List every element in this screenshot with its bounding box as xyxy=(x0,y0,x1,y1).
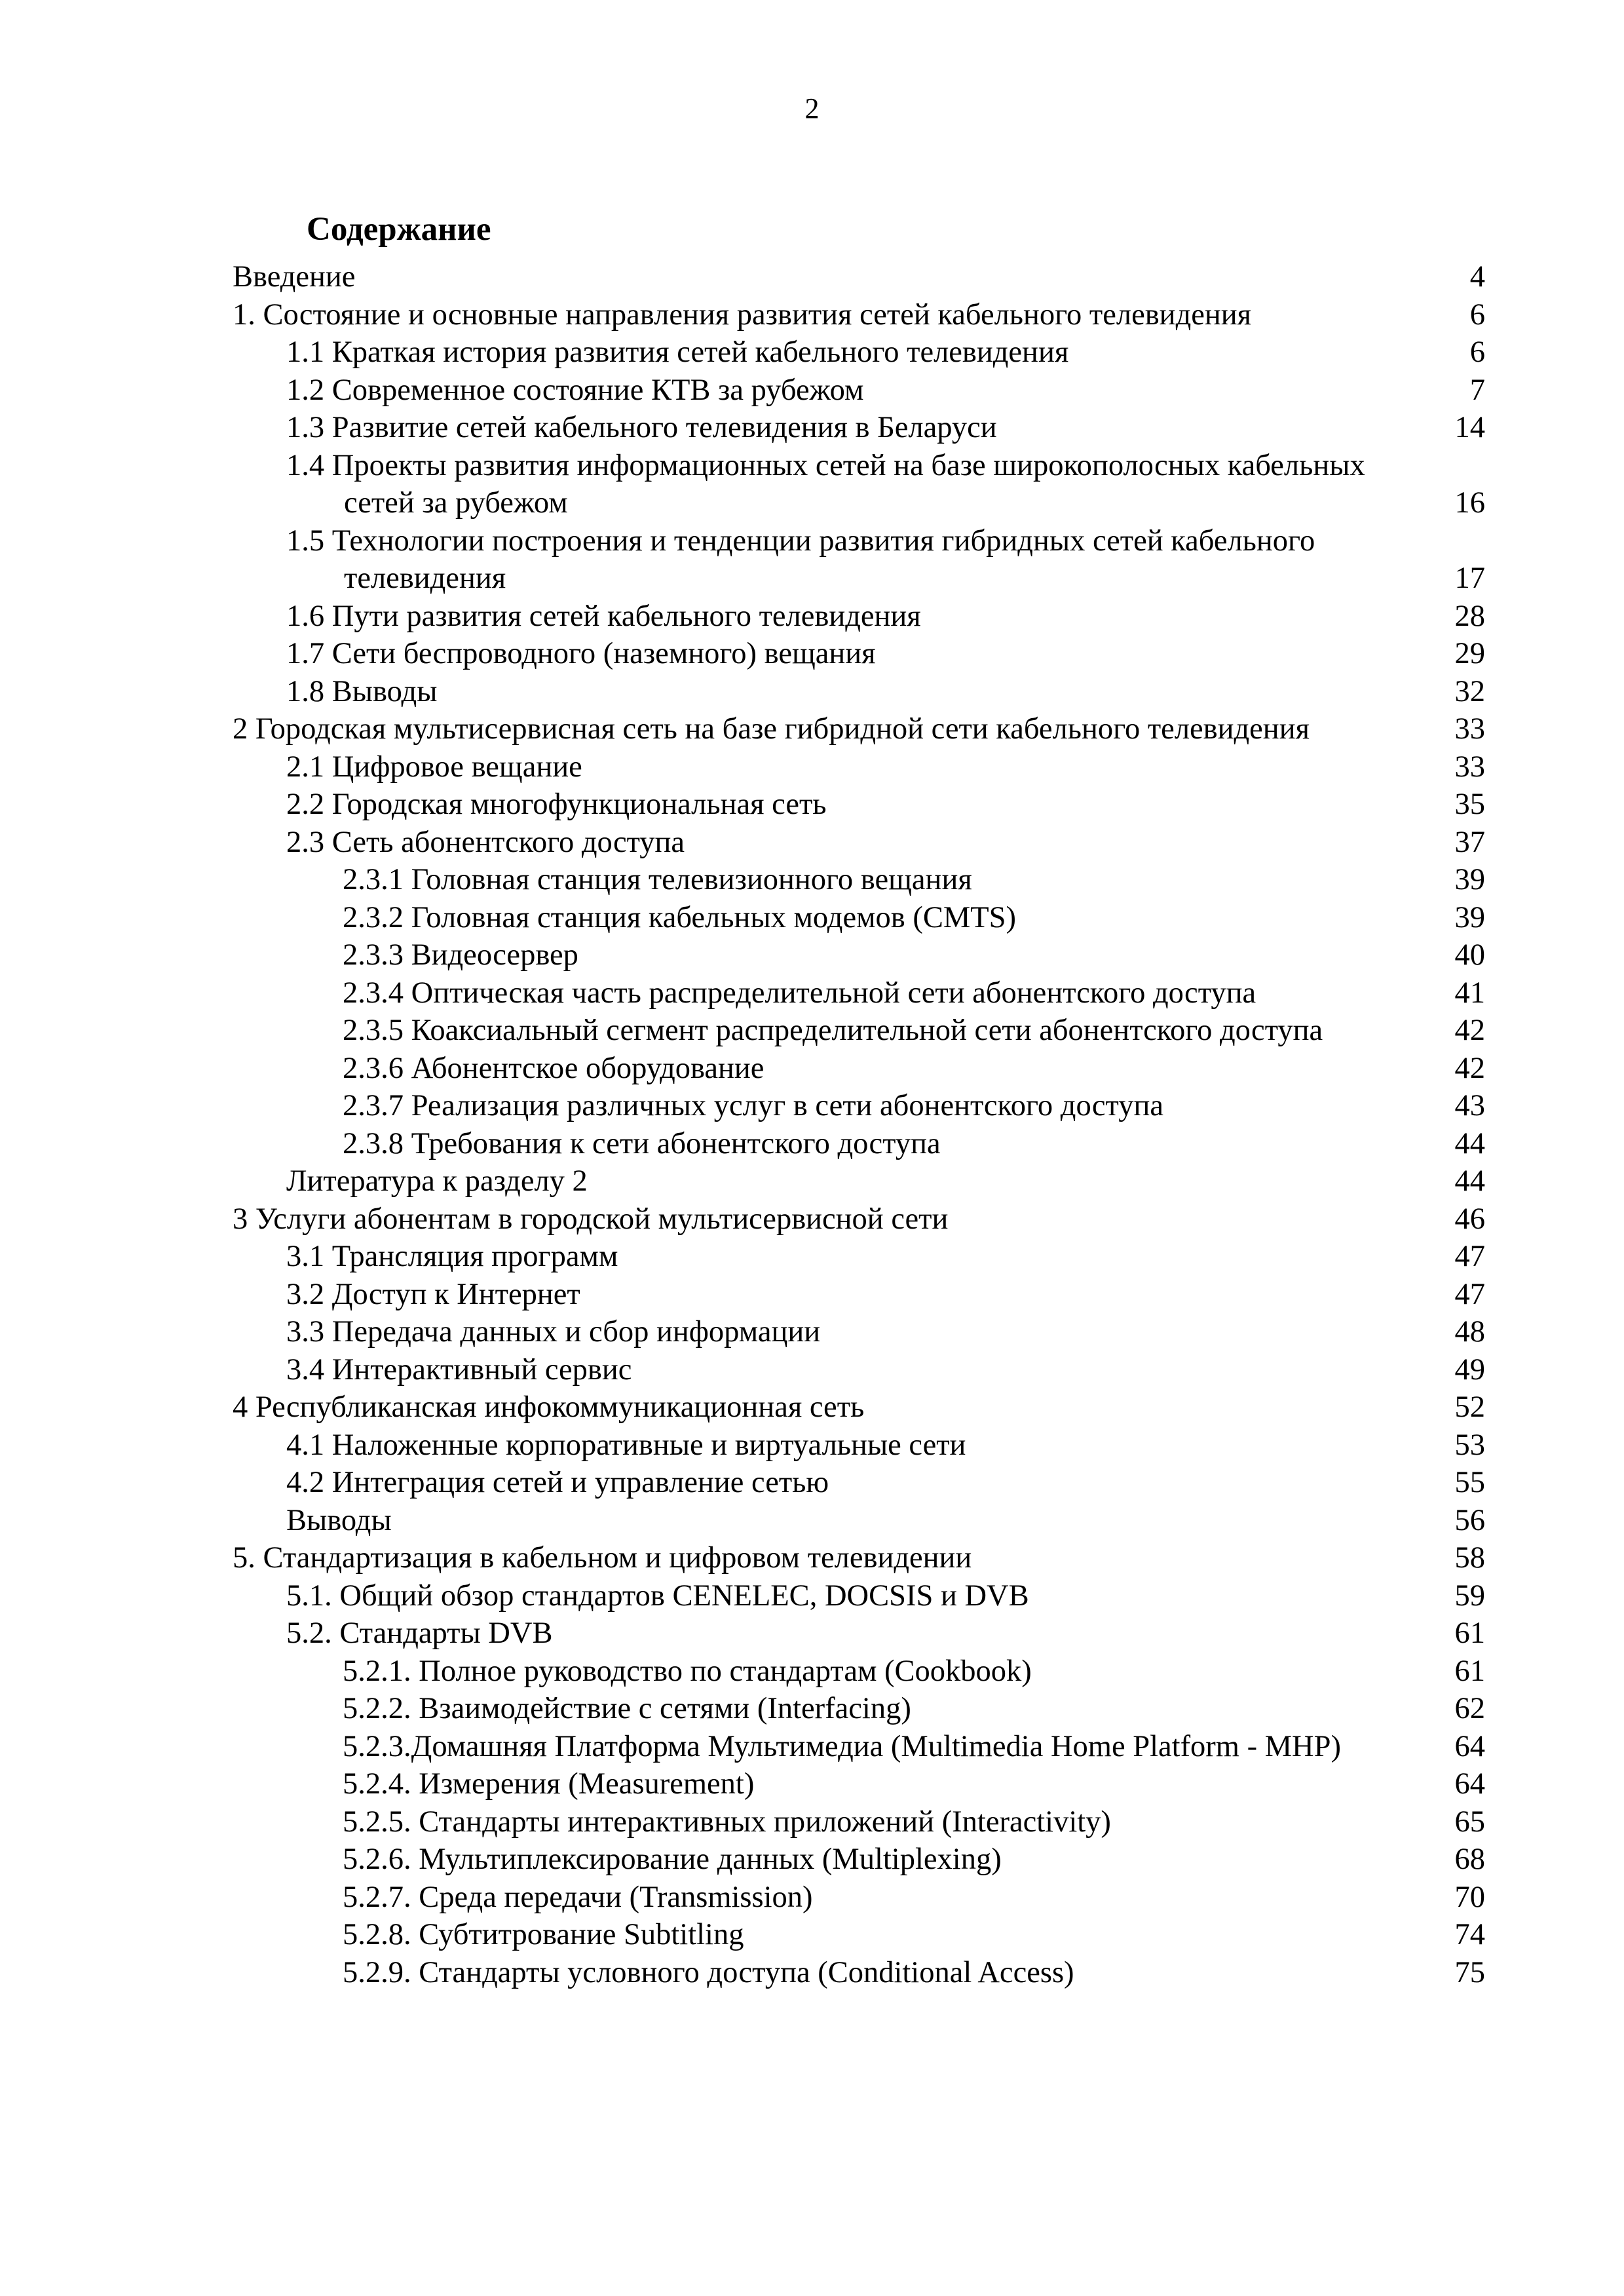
toc-entry-title: 2.3.4 Оптическая часть распределительной сети абонентского доступа xyxy=(343,976,1256,1010)
toc-entry-title: 2.3.3 Видеосервер xyxy=(343,938,578,972)
toc-entry-page: 65 xyxy=(1454,1805,1485,1839)
toc-entry xyxy=(233,974,1485,1012)
toc-entry-page: 53 xyxy=(1454,1428,1485,1462)
toc-entry-page: 47 xyxy=(1454,1277,1485,1311)
toc-entry xyxy=(233,296,1485,334)
toc-entry-title: 5.2.3.Домашняя Платформа Мультимедиа (Multimedia Home Platform - MHP) xyxy=(343,1729,1341,1763)
toc-entry xyxy=(233,635,1485,673)
toc-entry-page: 64 xyxy=(1454,1767,1485,1801)
toc-entry xyxy=(233,1502,1485,1540)
toc-entry-page: 14 xyxy=(1454,411,1485,444)
toc-entry-page: 56 xyxy=(1454,1503,1485,1537)
toc-entry xyxy=(233,1879,1485,1917)
toc-entry-page: 42 xyxy=(1454,1051,1485,1085)
toc-entry-title: 5.1. Общий обзор стандартов CENELEC, DOCSIS и DVB xyxy=(286,1578,1029,1613)
toc-entry-title: 3.2 Доступ к Интернет xyxy=(286,1277,580,1311)
toc-entry-title: 2.3.5 Коаксиальный сегмент распределительной сети абонентского доступа xyxy=(343,1014,1323,1047)
toc-entry xyxy=(233,1426,1485,1464)
toc-entry-title: 1.4 Проекты развития информационных сетей на базе широкополосных кабельных сетей за рубежом xyxy=(286,448,1365,520)
toc-entry-page: 47 xyxy=(1454,1240,1485,1273)
toc-entry-page: 62 xyxy=(1454,1692,1485,1725)
toc-entry xyxy=(233,673,1485,711)
toc-entry-page: 61 xyxy=(1454,1654,1485,1688)
toc-entry-page: 39 xyxy=(1454,863,1485,896)
toc-entry xyxy=(233,1351,1485,1389)
toc-entry xyxy=(233,258,1485,296)
toc-entry-page: 4 xyxy=(1469,260,1485,294)
toc-entry-title: 1.8 Выводы xyxy=(286,674,438,708)
toc-entry xyxy=(233,1577,1485,1615)
toc-entry xyxy=(233,1765,1485,1803)
toc-entry-page: 55 xyxy=(1454,1466,1485,1499)
toc-entry-title: 1.7 Сети беспроводного (наземного) вещания xyxy=(286,637,876,670)
toc-entry-page: 39 xyxy=(1454,900,1485,934)
toc-entry-title: 4.2 Интеграция сетей и управление сетью xyxy=(286,1466,829,1499)
toc-entry-title: 5.2.5. Стандарты интерактивных приложений (Interactivity) xyxy=(343,1805,1111,1839)
toc-entry-title: 2 Городская мультисервисная сеть на базе гибридной сети кабельного телевидения xyxy=(233,712,1310,746)
toc-entry-page: 33 xyxy=(1454,750,1485,784)
toc-entry-title: 2.3.2 Головная станция кабельных модемов (CMTS) xyxy=(343,900,1016,934)
toc-entry-title: 5.2.1. Полное руководство по стандартам (Cookbook) xyxy=(343,1654,1032,1688)
toc-entry-page: 41 xyxy=(1454,976,1485,1010)
toc-entry-title: 1. Состояние и основные направления развития сетей кабельного телевидения xyxy=(233,297,1252,332)
toc-entry-title: Выводы xyxy=(286,1503,392,1537)
toc-entry xyxy=(233,334,1485,372)
toc-entry-title: 2.2 Городская многофункциональная сеть xyxy=(286,788,827,821)
toc-entry xyxy=(233,1276,1485,1314)
toc-entry-title: 5.2.6. Мультиплексирование данных (Multiplexing) xyxy=(343,1843,1002,1876)
toc-entry xyxy=(233,1313,1485,1351)
toc-entry xyxy=(233,1615,1485,1653)
toc-entry-title: 2.3 Сеть абонентского доступа xyxy=(286,825,685,859)
toc-entry-page: 42 xyxy=(1454,1014,1485,1047)
toc-entry-title: 3.3 Передача данных и сбор информации xyxy=(286,1315,821,1349)
toc-entry xyxy=(233,447,1485,522)
toc-entry-page: 70 xyxy=(1454,1880,1485,1914)
toc-entry-title: 4 Республиканская инфокоммуникационная сеть xyxy=(233,1390,865,1424)
toc-entry xyxy=(233,710,1485,748)
toc-entry xyxy=(233,936,1485,974)
toc-entry-title: 5.2.7. Среда передачи (Transmission) xyxy=(343,1880,813,1914)
toc-entry xyxy=(233,899,1485,937)
toc-entry-page: 6 xyxy=(1469,297,1485,332)
toc-entry xyxy=(233,1200,1485,1238)
toc-entry-title: 1.1 Краткая история развития сетей кабельного телевидения xyxy=(286,335,1069,369)
toc-entry-page: 43 xyxy=(1454,1089,1485,1122)
toc-entry-page: 40 xyxy=(1454,938,1485,972)
toc-entry-title: 1.3 Развитие сетей кабельного телевидения в Беларуси xyxy=(286,411,997,444)
toc-entry-title: 5. Стандартизация в кабельном и цифровом телевидении xyxy=(233,1541,972,1575)
toc-entry-page: 6 xyxy=(1469,335,1485,369)
toc-entry-title: 4.1 Наложенные корпоративные и виртуальные сети xyxy=(286,1428,966,1462)
toc-entry-title: Введение xyxy=(233,260,356,294)
toc-entry xyxy=(233,748,1485,786)
toc-entry-title: 5.2.4. Измерения (Measurement) xyxy=(343,1767,755,1801)
toc-entry-page: 59 xyxy=(1454,1578,1485,1613)
toc-entry-title: 1.5 Технологии построения и тенденции развития гибридных сетей кабельного телевидения xyxy=(286,524,1315,595)
toc-title: Содержание xyxy=(307,211,491,248)
toc-entry-title: 1.6 Пути развития сетей кабельного телевидения xyxy=(286,599,921,633)
toc-entry xyxy=(233,1162,1485,1200)
page-number: 2 xyxy=(804,92,820,124)
toc-entry xyxy=(233,1238,1485,1276)
toc-entry-page: 17 xyxy=(1454,562,1485,595)
toc-entry xyxy=(233,1125,1485,1163)
toc-entry-title: 5.2.2. Взаимодействие с сетями (Interfacing) xyxy=(343,1692,911,1725)
toc-entry xyxy=(233,861,1485,899)
toc-entry xyxy=(233,1916,1485,1954)
toc-entry-page: 48 xyxy=(1454,1315,1485,1349)
toc-entry-page: 44 xyxy=(1454,1126,1485,1160)
toc-entry-page: 52 xyxy=(1454,1390,1485,1424)
toc-entry xyxy=(233,786,1485,824)
toc-entry-page: 58 xyxy=(1454,1541,1485,1575)
toc-entry-page: 75 xyxy=(1454,1955,1485,1989)
toc-entry-page: 49 xyxy=(1454,1352,1485,1387)
table-of-contents xyxy=(233,258,1485,1991)
toc-entry xyxy=(233,1728,1485,1766)
toc-entry-title: 3 Услуги абонентам в городской мультисервисной сети xyxy=(233,1202,949,1236)
toc-entry-title: Литература к разделу 2 xyxy=(286,1164,588,1198)
toc-entry-title: 5.2.9. Стандарты условного доступа (Conditional Access) xyxy=(343,1955,1074,1989)
toc-entry-title: 2.3.8 Требования к сети абонентского доступа xyxy=(343,1126,941,1160)
toc-entry-page: 28 xyxy=(1454,599,1485,633)
toc-entry-title: 2.3.7 Реализация различных услуг в сети абонентского доступа xyxy=(343,1089,1163,1122)
toc-entry-title: 2.1 Цифровое вещание xyxy=(286,750,582,784)
toc-entry-page: 64 xyxy=(1454,1729,1485,1763)
toc-entry-title: 3.1 Трансляция программ xyxy=(286,1240,618,1273)
toc-entry-page: 46 xyxy=(1454,1202,1485,1236)
toc-entry xyxy=(233,409,1485,447)
toc-entry-page: 32 xyxy=(1454,674,1485,708)
toc-entry xyxy=(233,1388,1485,1426)
toc-entry-title: 5.2.8. Субтитрование Subtitling xyxy=(343,1918,744,1951)
toc-entry-page: 16 xyxy=(1454,486,1485,520)
toc-entry-title: 2.3.6 Абонентское оборудование xyxy=(343,1051,765,1085)
toc-entry-title: 2.3.1 Головная станция телевизионного вещания xyxy=(343,863,972,896)
toc-entry xyxy=(233,1050,1485,1088)
toc-entry xyxy=(233,1841,1485,1879)
toc-entry xyxy=(233,824,1485,862)
toc-entry-title: 5.2. Стандарты DVB xyxy=(286,1617,553,1650)
toc-entry-page: 7 xyxy=(1469,373,1485,407)
toc-entry-page: 44 xyxy=(1454,1164,1485,1198)
toc-entry-page: 35 xyxy=(1454,788,1485,821)
toc-entry xyxy=(233,1954,1485,1992)
toc-entry xyxy=(233,1653,1485,1691)
toc-entry xyxy=(233,598,1485,636)
toc-entry-page: 29 xyxy=(1454,637,1485,670)
toc-entry xyxy=(233,1087,1485,1125)
toc-entry-page: 33 xyxy=(1454,712,1485,746)
toc-entry xyxy=(233,1012,1485,1050)
toc-entry-title: 3.4 Интерактивный сервис xyxy=(286,1352,632,1387)
toc-entry xyxy=(233,372,1485,410)
toc-entry-page: 74 xyxy=(1454,1918,1485,1951)
toc-entry-page: 37 xyxy=(1454,825,1485,859)
toc-entry-page: 61 xyxy=(1454,1617,1485,1650)
toc-entry-page: 68 xyxy=(1454,1843,1485,1876)
toc-entry xyxy=(233,522,1485,598)
toc-entry xyxy=(233,1690,1485,1728)
toc-entry xyxy=(233,1803,1485,1841)
toc-entry xyxy=(233,1464,1485,1502)
toc-entry xyxy=(233,1539,1485,1577)
toc-entry-title: 1.2 Современное состояние КТВ за рубежом xyxy=(286,373,864,407)
